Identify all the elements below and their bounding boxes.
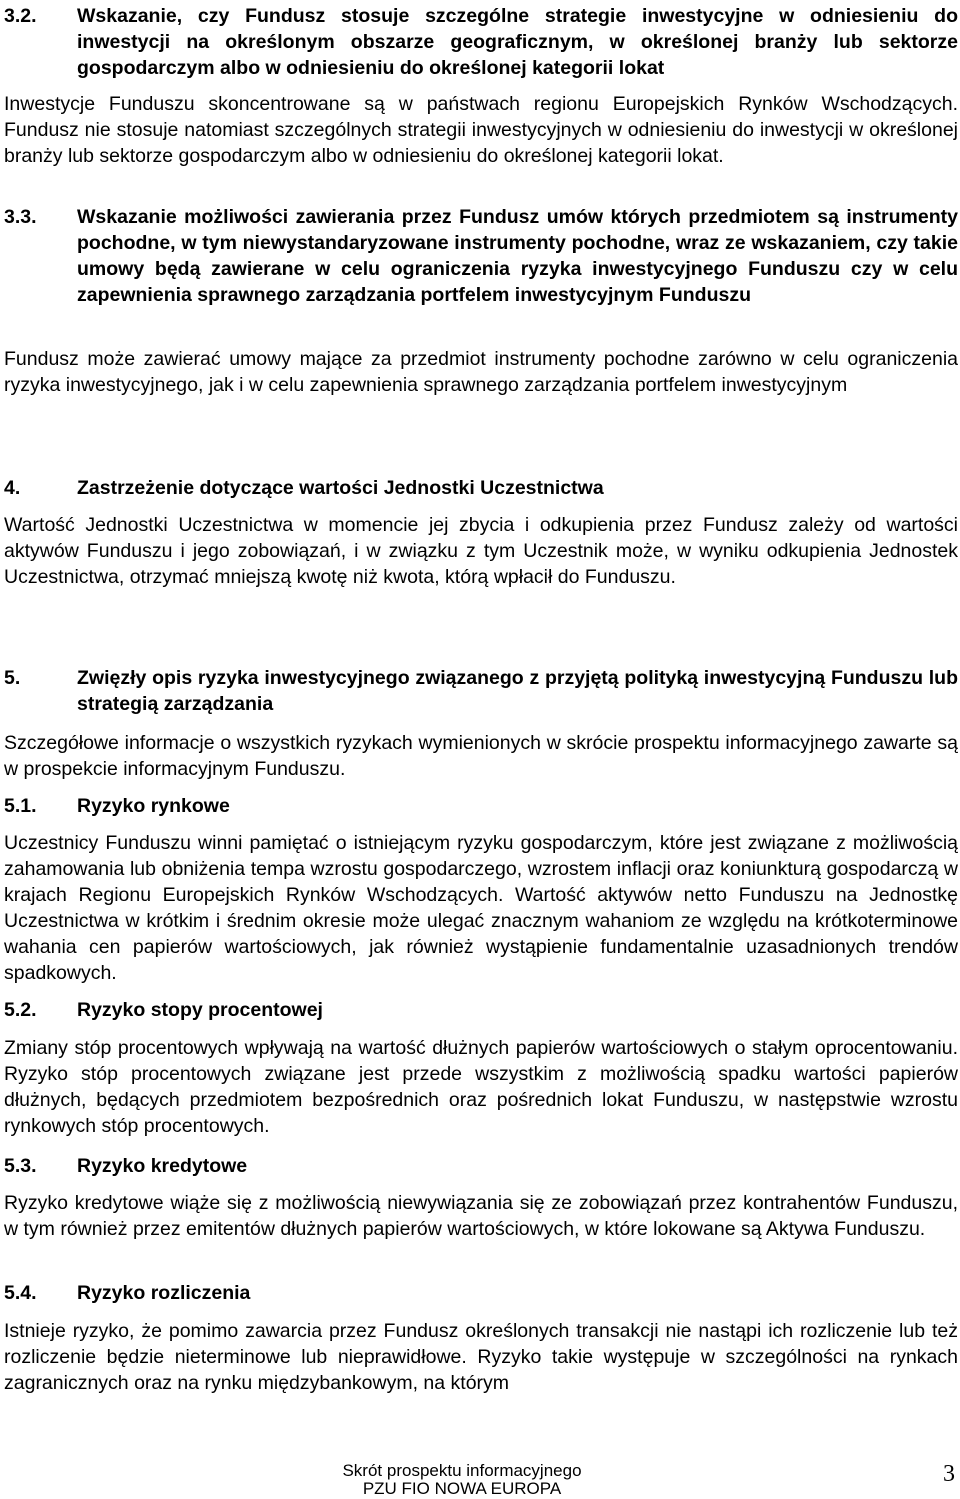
section-5-1-heading: [4, 793, 958, 819]
section-number: 5.1.: [4, 795, 37, 817]
page-number: 3: [943, 1461, 955, 1487]
section-title: Wskazanie możliwości zawierania przez Fundusz umów których przedmiotem są instrumenty pochodne, w tym niewystandaryzowane instrumenty pochodne, wraz ze wskazaniem, czy takie umowy będą zawierane w celu ograniczenia ryzyka inwestycyjnego Funduszu czy w celu zapewnienia sprawnego zarządzania portfelem inwestycyjnym Funduszu: [77, 206, 958, 306]
section-title: Ryzyko rozliczenia: [77, 1282, 251, 1304]
section-title: Zastrzeżenie dotyczące wartości Jednostki Uczestnictwa: [77, 477, 604, 499]
section-number: 5.: [4, 667, 21, 689]
section-3-3-body: Fundusz może zawierać umowy mające za przedmiot instrumenty pochodne zarówno w celu ograniczenia ryzyka inwestycyjnego, jak i w celu zapewnienia sprawnego zarządzania portfelem inwestycyjnym: [4, 348, 958, 396]
section-3-2-heading: [4, 3, 958, 81]
section-title: Zwięzły opis ryzyka inwestycyjnego związanego z przyjętą polityką inwestycyjną Funduszu lub strategią zarządzania: [77, 667, 958, 715]
section-title: Ryzyko kredytowe: [77, 1155, 248, 1177]
section-5-4-body: Istnieje ryzyko, że pomimo zawarcia przez Fundusz określonych transakcji nie nastąpi ich rozliczenie lub też rozliczenie będzie nieterminowe lub nieprawidłowe. Ryzyko takie występuje w szczególności na rynkach zagranicznych oraz na rynku międzybankowym, na którym: [4, 1320, 958, 1394]
section-5-3-body: Ryzyko kredytowe wiąże się z możliwością niewywiązania się ze zobowiązań przez kontrahentów Funduszu, w tym również przez emitentów dłużnych papierów wartościowych, w które lokowane są Aktywa Funduszu.: [4, 1192, 958, 1240]
section-4-heading: [4, 475, 958, 501]
section-5-1-body: Uczestnicy Funduszu winni pamiętać o istniejącym ryzyku gospodarczym, które jest związane z możliwością zahamowania lub obniżenia tempa wzrostu gospodarczego, wzrostem inflacji oraz koniunkturą gospodarczą w krajach Regionu Europejskich Rynków Wschodzących. Wartość aktywów netto Funduszu na Jednostkę Uczestnictwa w krótkim i średnim okresie może ulegać znacznym wahaniom ze względu na krótkoterminowe wahania cen papierów wartościowych, jak również wystąpienie fundamentalnie uzasadnionych trendów spadkowych.: [4, 832, 958, 984]
footer-fund-name: PZU FIO NOWA EUROPA: [362, 1479, 562, 1498]
section-number: 5.3.: [4, 1155, 37, 1177]
section-number: 5.2.: [4, 999, 37, 1021]
section-5-2-heading: [4, 997, 958, 1023]
section-number: 3.3.: [4, 206, 37, 228]
section-5-body: Szczegółowe informacje o wszystkich ryzykach wymienionych w skrócie prospektu informacyjnego zawarte są w prospekcie informacyjnym Funduszu.: [4, 732, 958, 780]
section-title: Ryzyko rynkowe: [77, 795, 230, 817]
section-5-4-heading: [4, 1280, 958, 1306]
footer-prospectus-label: Skrót prospektu informacyjnego: [342, 1461, 582, 1480]
section-number: 5.4.: [4, 1282, 37, 1304]
section-4-body: Wartość Jednostki Uczestnictwa w momencie jej zbycia i odkupienia przez Fundusz zależy od wartości aktywów Funduszu i jego zobowiązań, i w związku z tym Uczestnik może, w wyniku odkupienia Jednostek Uczestnictwa, otrzymać mniejszą kwotę niż kwota, którą wpłacił do Funduszu.: [4, 514, 958, 588]
section-3-3-heading: [4, 204, 958, 308]
section-5-2-body: Zmiany stóp procentowych wpływają na wartość dłużnych papierów wartościowych o stałym oprocentowaniu. Ryzyko stóp procentowych związane jest przede wszystkim z możliwością spadku wartości papierów dłużnych, będących przedmiotem bezpośrednich oraz pośrednich lokat Funduszu, w następstwie wzrostu rynkowych stóp procentowych.: [4, 1037, 958, 1137]
section-title: Wskazanie, czy Fundusz stosuje szczególne strategie inwestycyjne w odniesieniu do inwestycji na określonym obszarze geograficznym, w określonej branży lub sektorze gospodarczym albo w odniesieniu do określonej kategorii lokat: [77, 5, 958, 79]
section-number: 3.2.: [4, 5, 37, 27]
section-title: Ryzyko stopy procentowej: [77, 999, 323, 1021]
section-3-2-body: Inwestycje Funduszu skoncentrowane są w państwach regionu Europejskich Rynków Wschodzących. Fundusz nie stosuje natomiast szczególnych strategii inwestycyjnych w odniesieniu do inwestycji w określonej branży lub sektorze gospodarczym albo w odniesieniu do określonej kategorii lokat.: [4, 93, 958, 167]
section-number: 4.: [4, 477, 21, 499]
section-5-heading: [4, 665, 958, 717]
section-5-3-heading: [4, 1153, 958, 1179]
